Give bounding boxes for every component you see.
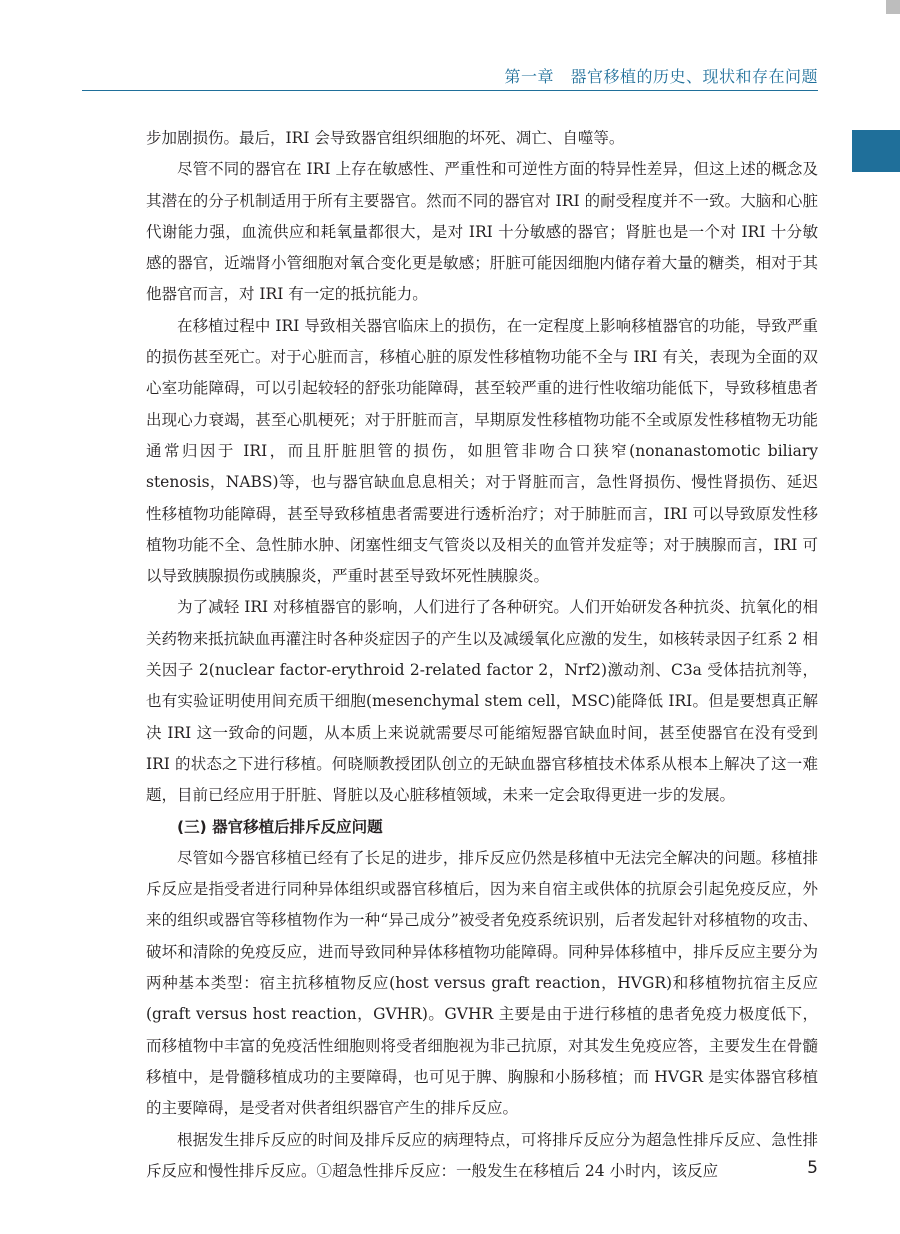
paragraph-organ-sensitivity: 尽管不同的器官在 IRI 上存在敏感性、严重性和可逆性方面的特异性差异，但这上述的概念及其潜在的分子机制适用于所有主要器官。然而不同的器官对 IRI 的耐受程度并不一致。大脑和心脏代谢能力强，血流供应和耗氧量都很大，是对 IRI 十分敏感的器官；肾脏也是一个对 IRI 十分敏感的器官，近端肾小管细胞对氧合变化更是敏感；肝脏可能因细胞内储存着大量的糖类，相对于其他器官而言，对 IRI 有一定的抵抗能力。 [146, 160, 818, 304]
section-heading-rejection: (三) 器官移植后排斥反应问题 [177, 817, 383, 836]
page-number: 5 [807, 1158, 818, 1178]
paragraph-continued: 步加剧损伤。最后，IRI 会导致器官组织细胞的坏死、凋亡、自噬等。 [146, 129, 625, 147]
corner-mark [886, 0, 900, 14]
body-text [146, 123, 818, 1187]
chapter-side-tab [852, 130, 900, 172]
paragraph-rejection-definition: 尽管如今器官移植已经有了长足的进步，排斥反应仍然是移植中无法完全解决的问题。移植排斥反应是指受者进行同种异体组织或器官移植后，因为来自宿主或供体的抗原会引起免疫反应，外来的组织或器官等移植物作为一种“异己成分”被受者免疫系统识别，后者发起针对移植物的攻击、破坏和清除的免疫反应，进而导致同种异体移植物功能障碍。同种异体移植中，排斥反应主要分为两种基本类型：宿主抗移植物反应(host versus graft reaction，HVGR)和移植物抗宿主反应(graft versus host reaction，GVHR)。GVHR 主要是由于进行移植的患者免疫力极度低下，而移植物中丰富的免疫活性细胞则将受者细胞视为非己抗原，对其发生免疫应答，主要发生在骨髓移植中，是骨髓移植成功的主要障碍，也可见于脾、胸腺和小肠移植；而 HVGR 是实体器官移植的主要障碍，是受者对供者组织器官产生的排斥反应。 [146, 848, 818, 1118]
paragraph-rejection-types: 根据发生排斥反应的时间及排斥反应的病理特点，可将排斥反应分为超急性排斥反应、急性排斥反应和慢性排斥反应。①超急性排斥反应：一般发生在移植后 24 小时内，该反应 [146, 1130, 818, 1180]
running-header-chapter-title: 第一章 器官移植的历史、现状和存在问题 [504, 67, 818, 86]
paragraph-iri-research: 为了减轻 IRI 对移植器官的影响，人们进行了各种研究。人们开始研发各种抗炎、抗氧化的相关药物来抵抗缺血再灌注时各种炎症因子的产生以及减缓氧化应激的发生，如核转录因子红系 2 相关因子 2(nuclear factor-erythroid 2-related factor 2，Nrf2)激动剂、C3a 受体拮抗剂等，也有实验证明使用间充质干细胞(mesenchymal stem cell，MSC)能降低 IRI。但是要想真正解决 IRI 这一致命的问题，从本质上来说就需要尽可能缩短器官缺血时间，甚至使器官在没有受到 IRI 的状态之下进行移植。何晓顺教授团队创立的无缺血器官移植技术体系从根本上解决了这一难题，目前已经应用于肝脏、肾脏以及心脏移植领域，未来一定会取得更进一步的发展。 [146, 598, 818, 805]
paragraph-iri-clinical-damage: 在移植过程中 IRI 导致相关器官临床上的损伤，在一定程度上影响移植器官的功能，导致严重的损伤甚至死亡。对于心脏而言，移植心脏的原发性移植物功能不全与 IRI 有关，表现为全面的双心室功能障碍，可以引起较轻的舒张功能障碍，甚至较严重的进行性收缩功能低下，导致移植患者出现心力衰竭，甚至心肌梗死；对于肝脏而言，早期原发性移植物功能不全或原发性移植物无功能通常归因于 IRI，而且肝脏胆管的损伤，如胆管非吻合口狭窄(nonanastomotic biliary stenosis，NABS)等，也与器官缺血息息相关；对于肾脏而言，急性肾损伤、慢性肾损伤、延迟性移植物功能障碍，甚至导致移植患者需要进行透析治疗；对于肺脏而言，IRI 可以导致原发性移植物功能不全、急性肺水肿、闭塞性细支气管炎以及相关的血管并发症等；对于胰腺而言，IRI 可以导致胰腺损伤或胰腺炎，严重时甚至导致坏死性胰腺炎。 [146, 316, 818, 586]
header-rule [82, 90, 818, 91]
